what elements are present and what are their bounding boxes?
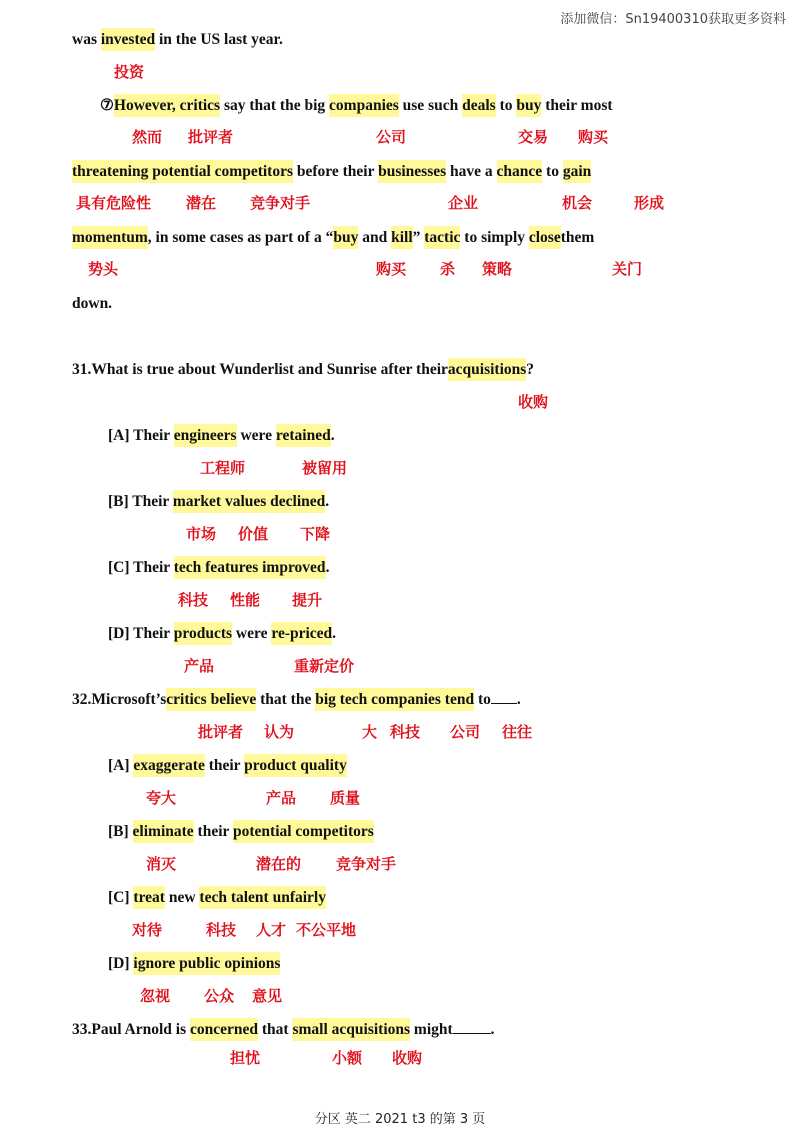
annotation: 人才 (256, 921, 287, 939)
text: 33.Paul Arnold is (72, 1021, 187, 1038)
highlighted-word: engineers (174, 424, 237, 447)
passage-line-3 (72, 160, 591, 184)
question-31-option-b (108, 490, 329, 514)
annotation: 关门 (612, 260, 643, 278)
highlighted-phrase: market values declined (173, 490, 325, 513)
text: down. (72, 295, 113, 312)
highlighted-word: buy (333, 226, 358, 249)
circled-number: ⑦ (100, 97, 114, 114)
annotation: 公众 (204, 987, 235, 1005)
question-32-stem (72, 688, 521, 712)
highlighted-word: businesses (378, 160, 446, 183)
annotation: 提升 (292, 591, 323, 609)
annotation: 具有危险性 (76, 194, 152, 212)
annotation: 批评者 (198, 723, 244, 741)
option-label: [C] Their (108, 559, 170, 576)
text: were (240, 427, 273, 444)
text: , in some cases as part of a (147, 229, 322, 246)
highlighted-phrase: critics believe (166, 688, 256, 711)
highlighted-phrase: small acquisitions (292, 1018, 410, 1041)
question-32-option-c (108, 886, 326, 910)
annotation: 形成 (634, 194, 665, 212)
option-label: [D] (108, 955, 130, 972)
option-label: [B] Their (108, 493, 170, 510)
text: have a (450, 163, 493, 180)
text: that the (260, 691, 312, 708)
highlighted-word: However, critics (114, 94, 220, 117)
text: 31.What is true about Wunderlist and Sunrise after their (72, 361, 448, 378)
highlighted-word: acquisitions (448, 358, 526, 381)
text: that (261, 1021, 289, 1038)
text: use such (402, 97, 459, 114)
annotation: 认为 (264, 723, 295, 741)
text: . (330, 427, 335, 444)
question-31-stem (72, 358, 534, 382)
annotation: 公司 (376, 128, 407, 146)
annotation: 购买 (376, 260, 407, 278)
annotation: 科技 (178, 591, 209, 609)
text: say that the big (223, 97, 326, 114)
highlighted-word: kill (391, 226, 413, 249)
highlighted-word: retained (276, 424, 331, 447)
annotation: 不公平地 (296, 921, 357, 939)
annotation: 意见 (252, 987, 283, 1005)
annotation: 潜在 (186, 194, 217, 212)
annotation: 潜在的 (256, 855, 302, 873)
highlighted-word: chance (497, 160, 543, 183)
highlighted-word: products (174, 622, 232, 645)
highlighted-word: exaggerate (133, 754, 204, 777)
text: before their (296, 163, 375, 180)
option-label: [A] Their (108, 427, 170, 444)
text: . (325, 559, 330, 576)
annotation: 产品 (184, 657, 215, 675)
highlighted-word: re-priced (271, 622, 332, 645)
passage-line-1 (72, 28, 283, 52)
question-31-option-d (108, 622, 336, 646)
annotation: 小额 (332, 1049, 363, 1067)
text: . (490, 1021, 495, 1038)
question-33-stem (72, 1018, 495, 1042)
text: to (499, 97, 513, 114)
option-label: [D] Their (108, 625, 170, 642)
text: “ (325, 229, 334, 246)
annotation: 收购 (392, 1049, 423, 1067)
annotation: 价值 (238, 525, 269, 543)
annotation: 投资 (114, 63, 145, 81)
annotation: 担忧 (230, 1049, 261, 1067)
annotation: 夸大 (146, 789, 177, 807)
highlighted-phrase: potential competitors (233, 820, 374, 843)
question-32-option-b (108, 820, 374, 844)
text: ? (526, 361, 535, 378)
highlighted-word: concerned (190, 1018, 258, 1041)
annotation: 往往 (502, 723, 533, 741)
highlighted-word: tactic (424, 226, 460, 249)
annotation: 质量 (330, 789, 361, 807)
question-32-option-a (108, 754, 347, 778)
highlighted-word: deals (462, 94, 496, 117)
highlighted-word: treat (133, 886, 165, 909)
page-footer: 分区 英二 2021 t3 的第 3 页 (314, 1112, 486, 1127)
text: were (235, 625, 268, 642)
text: to simply (464, 229, 525, 246)
highlighted-word: gain (563, 160, 591, 183)
annotation: 消灭 (146, 855, 177, 873)
annotation: 被留用 (302, 459, 348, 477)
highlighted-phrase: big tech companies tend (315, 688, 474, 711)
annotation: 企业 (448, 194, 479, 212)
annotation: 批评者 (188, 128, 234, 146)
text: . (325, 493, 330, 510)
annotation: 购买 (578, 128, 609, 146)
text: them (560, 229, 595, 246)
text: in the US last year. (158, 31, 283, 48)
annotation: 机会 (562, 194, 593, 212)
annotation: 策略 (482, 260, 513, 278)
highlighted-word: invested (101, 28, 155, 51)
annotation: 性能 (230, 591, 261, 609)
highlighted-phrase: tech talent unfairly (199, 886, 326, 909)
watermark-text: 添加微信：Sn19400310获取更多资料 (560, 12, 786, 27)
annotation: 杀 (440, 260, 456, 278)
annotation: 重新定价 (294, 657, 355, 675)
option-label: [B] (108, 823, 129, 840)
passage-line-5 (72, 292, 112, 316)
text: their (197, 823, 230, 840)
answer-blank (453, 1019, 491, 1034)
annotation: 然而 (132, 128, 163, 146)
text: ” (412, 229, 421, 246)
annotation: 竞争对手 (336, 855, 397, 873)
annotation: 产品 (266, 789, 297, 807)
text: was (72, 31, 97, 48)
annotation: 科技 (390, 723, 421, 741)
highlighted-phrase: threatening potential competitors (72, 160, 293, 183)
text: to (477, 691, 491, 708)
answer-blank (491, 689, 517, 704)
highlighted-phrase: ignore public opinions (133, 952, 280, 975)
text: 32.Microsoft’s (72, 691, 167, 708)
text: to (546, 163, 559, 180)
text: their (208, 757, 241, 774)
annotation: 势头 (88, 260, 119, 278)
text: . (332, 625, 337, 642)
annotation: 科技 (206, 921, 237, 939)
option-label: [A] (108, 757, 130, 774)
question-32-option-d (108, 952, 280, 976)
text: . (516, 691, 521, 708)
highlighted-word: momentum (72, 226, 148, 249)
annotation: 市场 (186, 525, 217, 543)
question-31-option-c (108, 556, 329, 580)
text: and (362, 229, 388, 246)
highlighted-phrase: product quality (244, 754, 347, 777)
question-31-option-a (108, 424, 335, 448)
option-label: [C] (108, 889, 130, 906)
text: their most (545, 97, 613, 114)
annotation: 收购 (518, 393, 549, 411)
highlighted-word: eliminate (133, 820, 194, 843)
highlighted-word: close (529, 226, 561, 249)
annotation: 交易 (518, 128, 549, 146)
highlighted-word: companies (329, 94, 399, 117)
annotation: 竞争对手 (250, 194, 311, 212)
highlighted-phrase: tech features improved (174, 556, 326, 579)
text: new (168, 889, 196, 906)
annotation: 对待 (132, 921, 163, 939)
passage-line-2 (100, 94, 613, 118)
annotation: 下降 (300, 525, 331, 543)
highlighted-word: buy (516, 94, 541, 117)
annotation: 大 (362, 723, 378, 741)
annotation: 公司 (450, 723, 481, 741)
passage-line-4 (72, 226, 594, 250)
text: might (413, 1021, 453, 1038)
annotation: 忽视 (140, 987, 171, 1005)
annotation: 工程师 (200, 459, 246, 477)
